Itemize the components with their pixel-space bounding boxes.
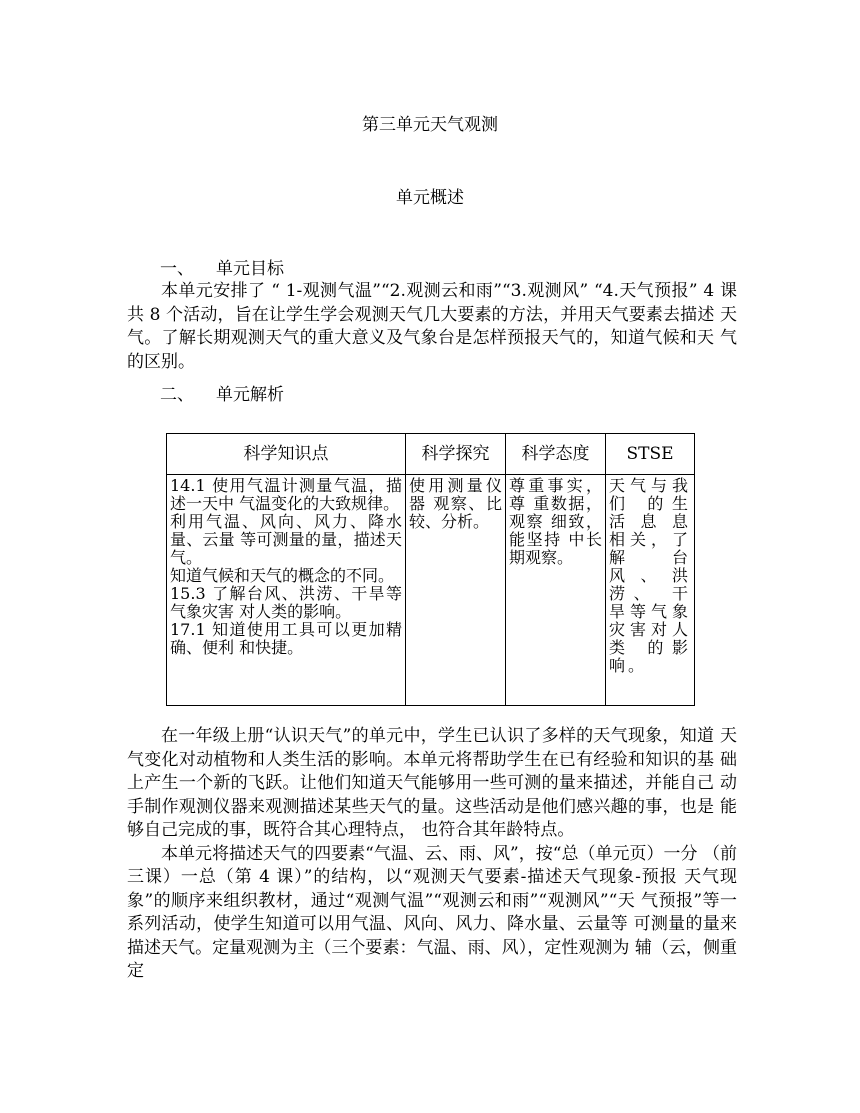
section-label: 单元解析 <box>216 385 284 405</box>
goals-paragraph: 本单元安排了 “ 1-观测气温”“2.观测云和雨”“3.观测风” “4.天气预报” 4 课共 8 个活动，旨在让学生学会观测天气几大要素的方法，并用天气要素去描述 天气。了解长期观测天气的重大意义及气象台是怎样预报天气的，知道气候和天 气的区别。 <box>127 281 737 372</box>
table-cell-attitude: 尊重事实，尊 重数据，观察 细致，能坚持 中长期观察。 <box>506 475 606 706</box>
analysis-paragraph: 本单元将描述天气的四要素“气温、云、雨、风”，按“总（单元页）一分 （前三课）一总（第 4 课）”的结构，以“观测天气要素-描述天气现象-预报 天气现象”的顺序来组织教材，通过“观测气温”“观测云和雨”“观测风”“天 气预报”等一系列活动，使学生知道可以用气温、风向、风力、降水量、云量等 可测量的量来描述天气。定量观测为主（三个要素：气温、雨、风），定性观测为 辅（云，侧重定 <box>127 843 737 981</box>
section-heading-analysis <box>160 384 284 406</box>
section-heading-goals <box>160 258 284 280</box>
section-number: 二、 <box>160 385 194 405</box>
section-label: 单元目标 <box>216 259 284 279</box>
table-header-inquiry: 科学探究 <box>406 434 506 475</box>
section-number: 一、 <box>160 259 194 279</box>
knowledge-item: 利用气温、风向、风力、降水量、云量 等可测量的量，描述天气。 <box>170 512 402 567</box>
document-title: 第三单元天气观测 <box>362 115 498 135</box>
table-cell-stse: 天气与我们 的生活 息 息相关，了解 台风、洪涝、 干旱等气象灾害对人类 的影响。 <box>606 475 695 706</box>
document-subtitle: 单元概述 <box>396 188 464 208</box>
analysis-paragraph: 在一年级上册“认识天气”的单元中，学生已认识了多样的天气现象，知道 天气变化对动植物和人类生活的影响。本单元将帮助学生在已有经验和知识的基 础上产生一个新的飞跃。让他们知道天气能够用一些可测的量来描述，并能自己 动手制作观测仪器来观测描述某些天气的量。这些活动是他们感兴趣的事，也是 能够自己完成的事，既符合其心理特点， 也符合其年龄特点。 <box>127 726 737 840</box>
table-row <box>167 475 695 706</box>
table-cell-inquiry: 使用测量仪器 观察、比较、分析。 <box>406 475 506 706</box>
knowledge-item: 知道气候和天气的概念的不同。 <box>170 566 395 585</box>
table-header-attitude: 科学态度 <box>506 434 606 475</box>
analysis-paragraph-block <box>127 725 737 984</box>
table-header-knowledge: 科学知识点 <box>167 434 406 475</box>
knowledge-item: 17.1 知道使用工具可以更加精确、便利 和快捷。 <box>170 620 402 657</box>
knowledge-item: 14.1 使用气温计测量气温，描述一天中 气温变化的大致规律。 <box>170 476 402 513</box>
knowledge-item: 15.3 了解台风、洪涝、干旱等气象灾害 对人类的影响。 <box>170 584 402 621</box>
analysis-table <box>166 433 695 706</box>
goals-paragraph-block <box>127 280 737 374</box>
table-cell-knowledge <box>167 475 406 706</box>
table-header-stse: STSE <box>606 434 695 475</box>
table-header-row <box>167 434 695 475</box>
